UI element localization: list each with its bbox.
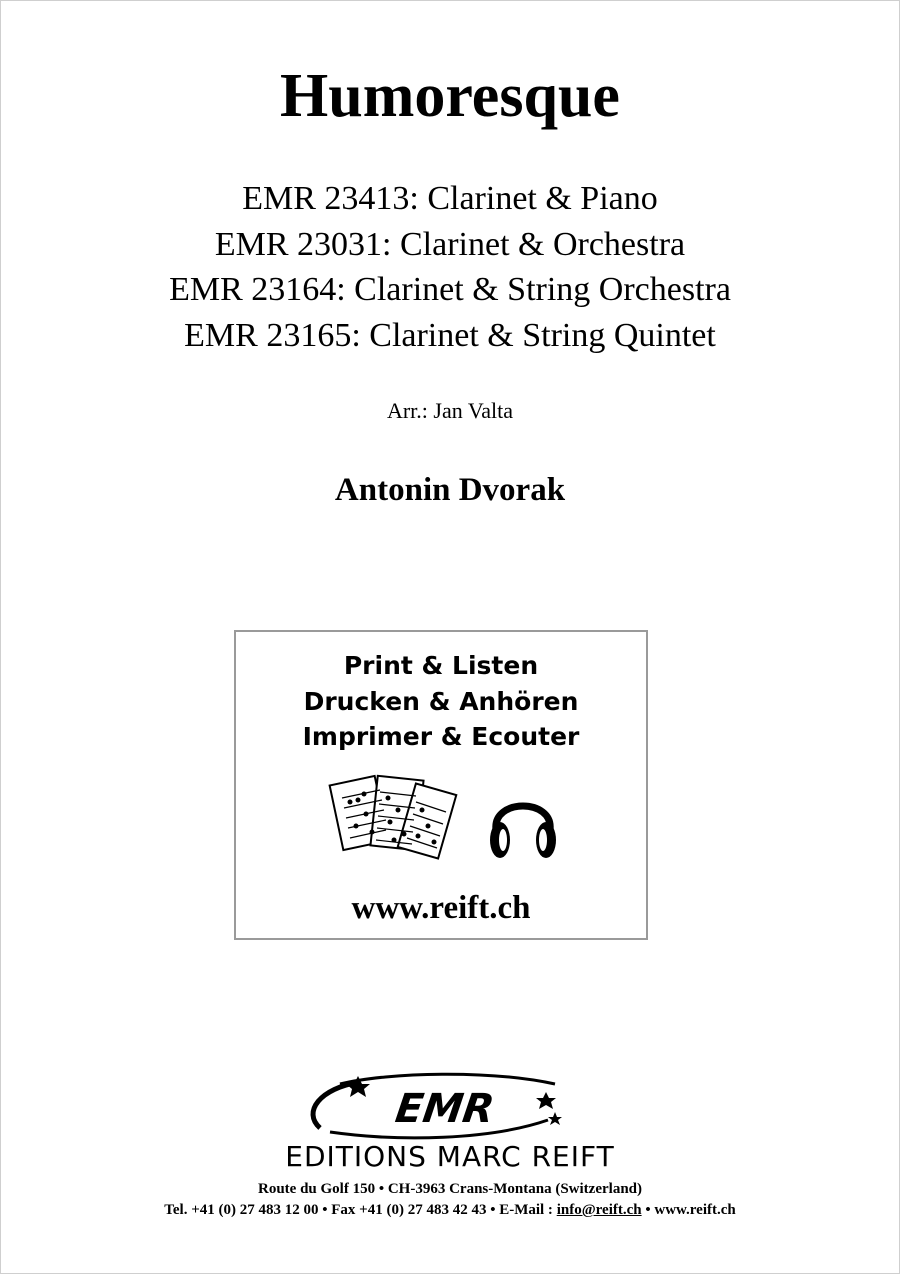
headphones-icon [488, 784, 558, 864]
contact-prefix: Tel. +41 (0) 27 483 12 00 • Fax +41 (0) 27 483 42 43 • E-Mail : [164, 1202, 557, 1218]
score-title: Humoresque [280, 62, 620, 130]
promo-line-en: Print & Listen [343, 651, 539, 680]
print-listen-box[interactable] [234, 630, 648, 940]
edition-list [0, 176, 900, 358]
promo-line-fr: Imprimer & Ecouter [302, 722, 580, 751]
address-line: Route du Golf 150 • CH-3963 Crans-Montana (Switzerland) [258, 1181, 642, 1197]
edition-item: EMR 23165: Clarinet & String Quintet [184, 316, 716, 354]
sheet-music-icon [328, 770, 458, 870]
contact-suffix: • www.reift.ch [641, 1202, 736, 1218]
edition-item: EMR 23413: Clarinet & Piano [242, 180, 658, 217]
composer-name: Antonin Dvorak [334, 472, 566, 508]
promo-line-de: Drucken & Anhören [303, 686, 579, 716]
promo-url-link[interactable]: www.reift.ch [351, 890, 531, 926]
edition-item: EMR 23031: Clarinet & Orchestra [214, 225, 686, 263]
publisher-address [0, 1179, 900, 1221]
emr-logo-text: EMR [392, 1086, 497, 1132]
arranger-credit: Arr.: Jan Valta [386, 398, 514, 423]
email-link[interactable]: info@reift.ch [556, 1202, 642, 1218]
publisher-name: EDITIONS MARC REIFT [285, 1140, 615, 1173]
promo-lines [236, 648, 646, 755]
edition-item: EMR 23164: Clarinet & String Orchestra [169, 271, 731, 308]
contact-line [0, 1200, 900, 1221]
emr-logo [300, 1072, 580, 1144]
